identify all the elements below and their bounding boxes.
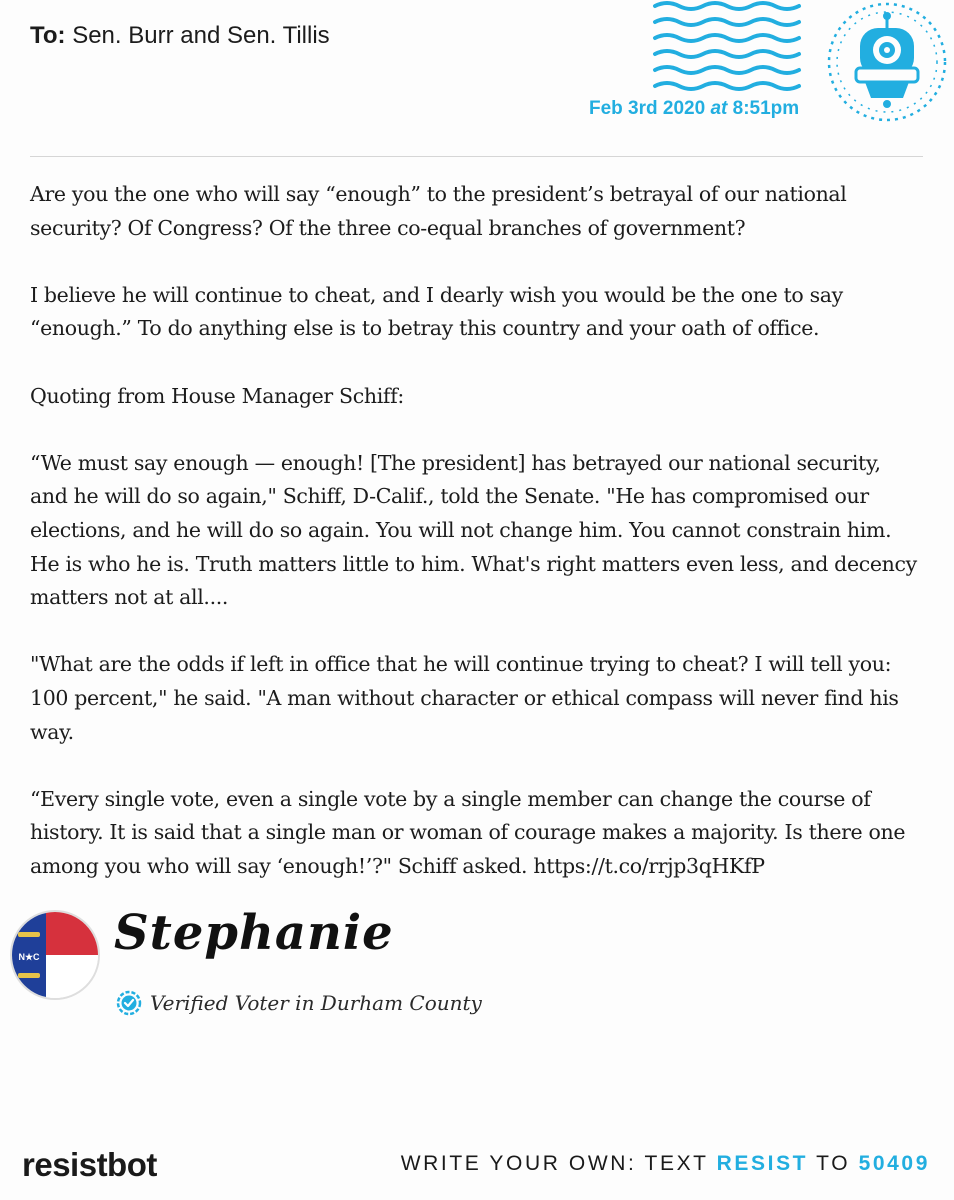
letter-paragraph: Are you the one who will say “enough” to the president’s betrayal of our national security? Of Congress? Of the three co-equal branches of government? xyxy=(30,182,847,240)
letter-paragraph: “Every single vote, even a single vote by a single member can change the course of history. It is said that a single man or woman of courage makes a majority. Is there one among you who will say ‘enough!’?" Schiff asked. https://t.co/rrjp3qHKfP xyxy=(30,786,906,878)
verified-voter-text: Verified Voter in Durham County xyxy=(150,991,482,1015)
footer-call-to-action xyxy=(401,1152,930,1176)
cta-number: 50409 xyxy=(858,1152,930,1175)
postmark-time: 8:51pm xyxy=(732,98,800,119)
letter-paragraph: "What are the odds if left in office that he will continue trying to cheat? I will tell you: 100 percent," he said. "A man without character or ethical compass will never find his way. xyxy=(30,652,899,744)
sender-signature: Stephanie xyxy=(114,905,394,961)
verified-voter-badge xyxy=(116,990,482,1016)
postmark-date-text: Feb 3rd 2020 xyxy=(589,98,706,119)
cta-prefix: WRITE YOUR OWN: TEXT xyxy=(400,1152,717,1175)
verified-check-icon xyxy=(116,990,142,1016)
to-label: To: xyxy=(30,22,66,49)
north-carolina-flag-icon xyxy=(10,910,100,1000)
letter-paragraph: Quoting from House Manager Schiff: xyxy=(30,383,404,408)
recipients: Sen. Burr and Sen. Tillis xyxy=(72,22,330,49)
cta-middle: TO xyxy=(808,1152,859,1175)
recipient-line xyxy=(30,22,330,50)
letter-paragraph: I believe he will continue to cheat, and I dearly wish you would be the one to say “enough.” To do anything else is to betray this country and your oath of office. xyxy=(30,282,843,341)
letter-paragraph: “We must say enough — enough! [The president] has betrayed our national security, and he will do so again," Schiff, D-Calif., told the Senate. "He has compromised our elections, and he will do so again. You will not change him. You cannot constrain him. He is who he is. Truth matters little to him. What's right matters even less, and decency matters not at all.... xyxy=(30,450,917,610)
letter-body xyxy=(30,178,930,917)
flag-letters: N★C xyxy=(18,952,40,962)
resistbot-logo: resistbot xyxy=(22,1146,157,1183)
header-divider xyxy=(30,156,923,157)
cta-keyword: RESIST xyxy=(716,1152,809,1175)
postmark-at: at xyxy=(710,98,728,119)
postmark-date xyxy=(589,98,799,120)
